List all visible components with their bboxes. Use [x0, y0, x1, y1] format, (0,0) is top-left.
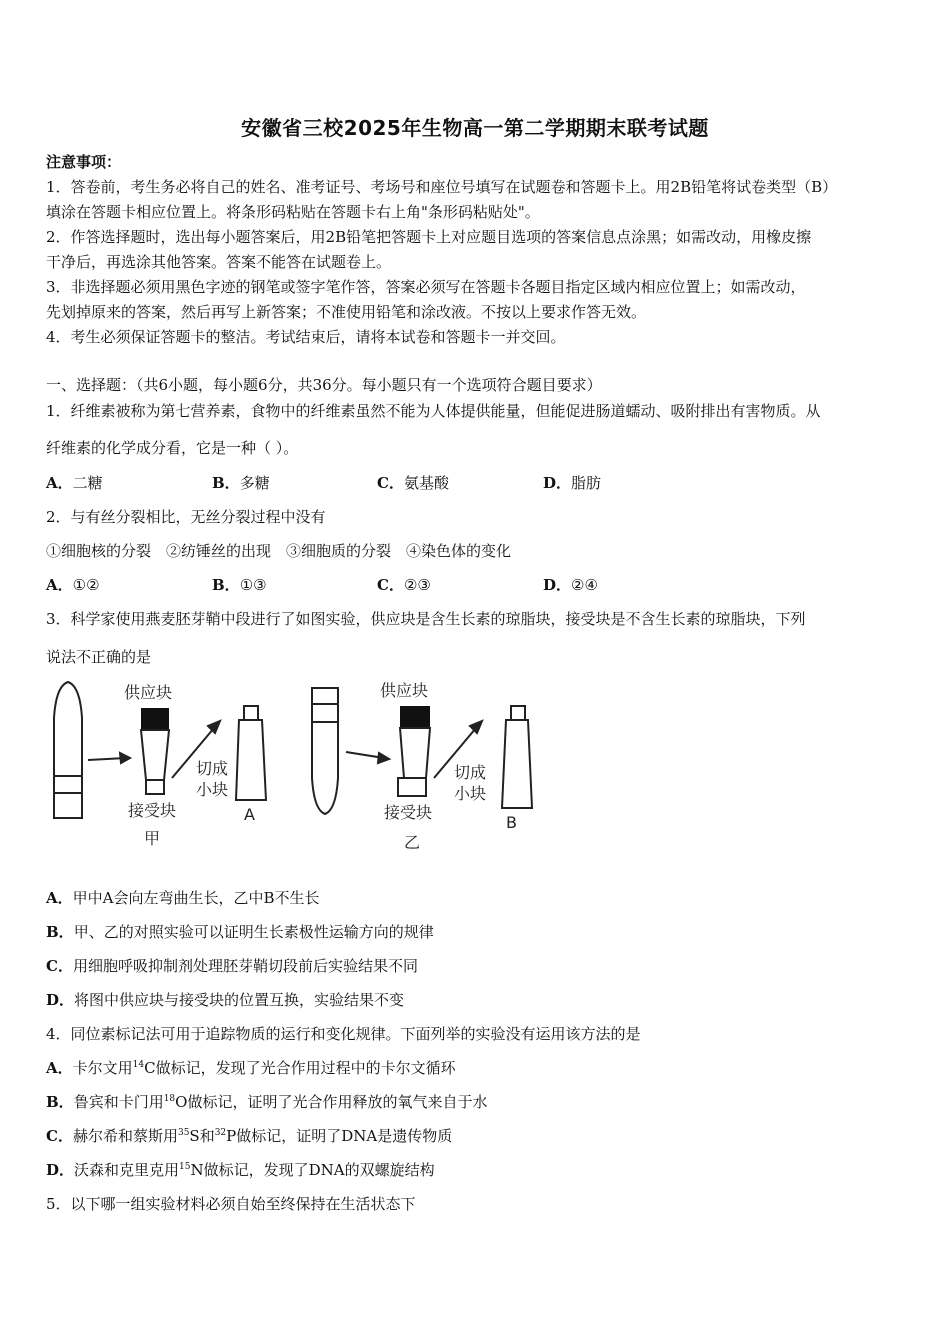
question-1-stem-cont: 纤维素的化学成分看，它是一种（ ）。: [46, 439, 299, 457]
figure-label-a: A: [244, 805, 255, 824]
receiver-block-jia: [146, 780, 164, 794]
notice-line: 先划掉原来的答案，然后再写上新答案；不准使用铅笔和涂改液。不按以上要求作答无效。: [46, 303, 647, 321]
cut-label-jia-1: 切成: [196, 759, 229, 778]
receiver-block-yi: [398, 778, 426, 796]
notice-heading: 注意事项：: [46, 153, 122, 171]
receiver-label-jia: 接受块: [128, 801, 177, 820]
receiver-piece-b: [511, 706, 525, 720]
arrow-yi: [346, 752, 389, 763]
q3-option-a: A．甲中A会向左弯曲生长，乙中B不生长: [46, 889, 320, 907]
segment-a: [236, 720, 266, 800]
question-5-stem: 5．以下哪一组实验材料必须自始至终保持在生活状态下: [46, 1195, 416, 1213]
notice-line: 干净后，再选涂其他答案。答案不能答在试题卷上。: [46, 253, 392, 271]
segment-yi: [400, 728, 430, 778]
q4-option-d: D．沃森和克里克用$^{15}$N做标记，发现了DNA的双螺旋结构: [46, 1161, 435, 1179]
question-2-items: ①细胞核的分裂 ②纺锤丝的出现 ③细胞质的分裂 ④染色体的变化: [46, 542, 512, 560]
q1-option-d: D．脂肪: [543, 474, 602, 492]
coleoptile-experiment-figure: [44, 678, 544, 858]
question-4-stem: 4．同位素标记法可用于追踪物质的运行和变化规律。下面列举的实验没有运用该方法的是: [46, 1025, 641, 1043]
q1-option-c: C．氨基酸: [377, 474, 449, 492]
notice-line: 3．非选择题必须用黑色字迹的钢笔或签字笔作答，答案必须写在答题卡各题目指定区域内相应位置上；如需改动，: [46, 278, 806, 296]
q4-option-a: A．卡尔文用$^{14}$C做标记，发现了光合作用过程中的卡尔文循环: [46, 1059, 456, 1077]
supply-label-jia: 供应块: [124, 683, 173, 702]
q2-option-c: C．②③: [377, 576, 431, 594]
cut-label-jia-2: 小块: [196, 780, 229, 799]
q2-option-d: D．②④: [543, 576, 598, 594]
coleoptile-jia: [54, 682, 82, 818]
section-heading: 一、选择题：（共6小题，每小题6分，共36分。每小题只有一个选项符合题目要求）: [46, 376, 602, 394]
q3-option-d: D．将图中供应块与接受块的位置互换，实验结果不变: [46, 991, 405, 1009]
coleoptile-yi: [312, 688, 338, 814]
q2-option-b: B．①③: [212, 576, 267, 594]
notice-line: 2．作答选择题时，选出每小题答案后，用2B铅笔把答题卡上对应题目选项的答案信息点涂黑；如需改动，用橡皮擦: [46, 228, 812, 246]
segment-jia: [141, 730, 169, 780]
supply-block-jia: [141, 708, 169, 730]
question-1-stem: 1．纤维素被称为第七营养素，食物中的纤维素虽然不能为人体提供能量，但能促进肠道蠕动、吸附排出有害物质。从: [46, 402, 821, 420]
q1-option-a: A．二糖: [46, 474, 103, 492]
q1-option-b: B．多糖: [212, 474, 270, 492]
q3-option-c: C．用细胞呼吸抑制剂处理胚芽鞘切段前后实验结果不同: [46, 957, 418, 975]
receiver-piece-a: [244, 706, 258, 720]
question-3-stem: 3．科学家使用燕麦胚芽鞘中段进行了如图实验，供应块是含生长素的琼脂块，接受块是不含生长素的琼脂块，下列: [46, 610, 806, 628]
cut-label-yi-1: 切成: [454, 763, 487, 782]
question-3-stem-cont: 说法不正确的是: [46, 648, 152, 666]
arrow-jia: [88, 753, 130, 763]
question-2-stem: 2．与有丝分裂相比，无丝分裂过程中没有: [46, 508, 326, 526]
supply-label-yi: 供应块: [380, 681, 429, 700]
page-title: 安徽省三校2025年生物高一第二学期期末联考试题: [241, 116, 709, 140]
cut-label-yi-2: 小块: [454, 784, 487, 803]
notice-line: 1．答卷前，考生务必将自己的姓名、准考证号、考场号和座位号填写在试题卷和答题卡上。用2B铅笔将试卷类型（B）: [46, 178, 838, 196]
figure-label-b: B: [506, 813, 517, 832]
figure-name-jia: 甲: [144, 829, 161, 848]
segment-b: [502, 720, 532, 808]
notice-line: 填涂在答题卡相应位置上。将条形码粘贴在答题卡右上角"条形码粘贴处"。: [46, 203, 540, 221]
q2-option-a: A．①②: [46, 576, 100, 594]
receiver-label-yi: 接受块: [384, 803, 433, 822]
supply-block-yi: [400, 706, 430, 728]
q4-option-b: B．鲁宾和卡门用$^{18}$O做标记，证明了光合作用释放的氧气来自于水: [46, 1093, 488, 1111]
notice-line: 4．考生必须保证答题卡的整洁。考试结束后，请将本试卷和答题卡一并交回。: [46, 328, 566, 346]
figure-name-yi: 乙: [404, 833, 421, 852]
q4-option-c: C．赫尔希和蔡斯用$^{35}$S和$^{32}$P做标记，证明了DNA是遗传物质: [46, 1127, 453, 1145]
q3-option-b: B．甲、乙的对照实验可以证明生长素极性运输方向的规律: [46, 923, 434, 941]
